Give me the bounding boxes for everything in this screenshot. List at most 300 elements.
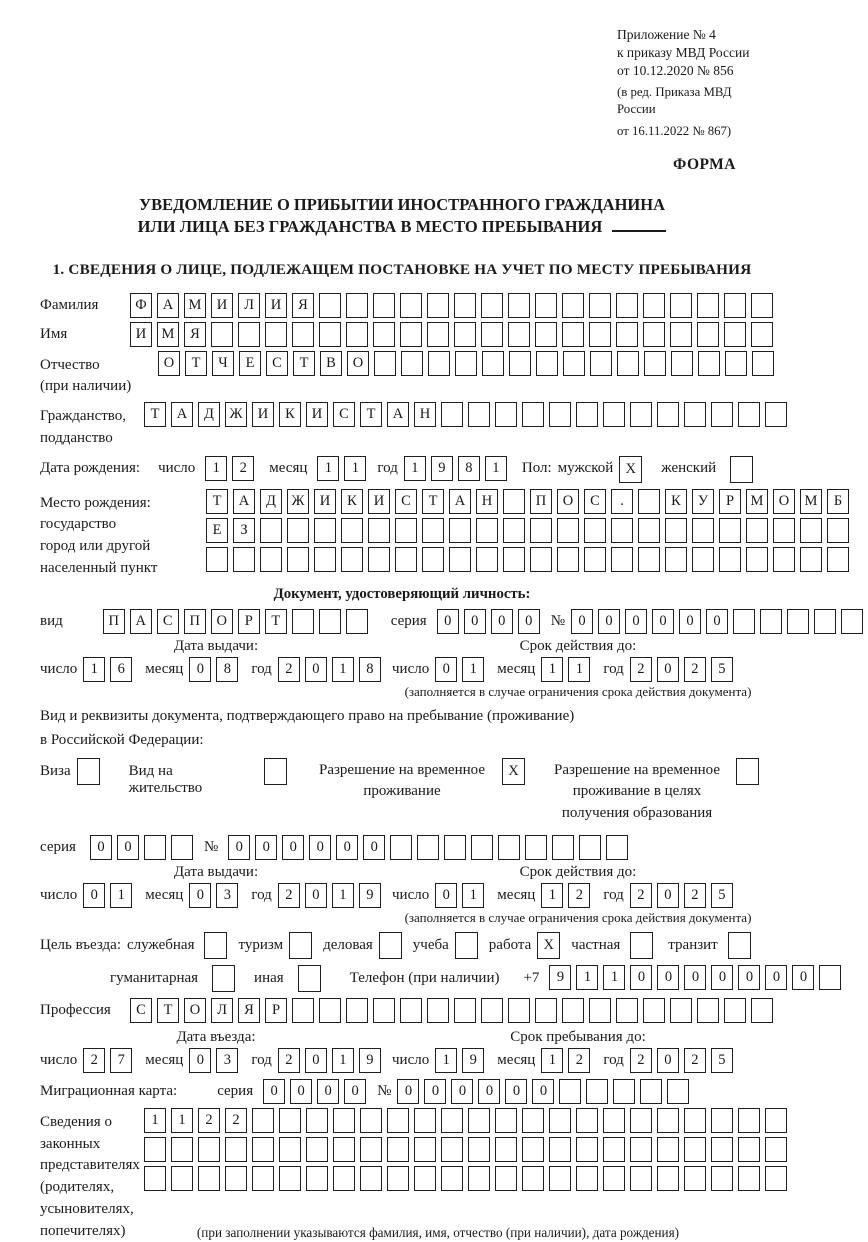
form-cell[interactable]: 1 — [332, 657, 354, 682]
form-cell[interactable] — [481, 322, 503, 347]
form-cell[interactable] — [562, 293, 584, 318]
form-cell[interactable] — [586, 1079, 608, 1104]
form-cell[interactable]: 0 — [598, 609, 620, 634]
form-cell[interactable] — [449, 518, 471, 543]
form-cell[interactable] — [144, 1166, 166, 1191]
doc-number-input[interactable] — [571, 609, 868, 634]
form-cell[interactable] — [252, 1108, 274, 1133]
form-cell[interactable]: 0 — [83, 883, 105, 908]
form-cell[interactable]: М — [800, 489, 822, 514]
form-cell[interactable]: 2 — [684, 1048, 706, 1073]
form-cell[interactable]: 1 — [462, 883, 484, 908]
form-cell[interactable] — [333, 1166, 355, 1191]
form-cell[interactable]: Ж — [225, 402, 247, 427]
form-cell[interactable] — [643, 293, 665, 318]
form-cell[interactable]: 0 — [344, 1079, 366, 1104]
form-cell[interactable] — [611, 518, 633, 543]
form-cell[interactable] — [751, 322, 773, 347]
form-cell[interactable] — [719, 547, 741, 572]
form-cell[interactable] — [787, 609, 809, 634]
form-cell[interactable] — [333, 1108, 355, 1133]
form-cell[interactable] — [584, 518, 606, 543]
purpose-work-checkbox[interactable] — [537, 932, 565, 959]
form-cell[interactable] — [616, 998, 638, 1023]
form-cell[interactable] — [292, 609, 314, 634]
form-cell[interactable]: 1 — [462, 657, 484, 682]
form-cell[interactable] — [643, 322, 665, 347]
form-cell[interactable] — [171, 1137, 193, 1162]
form-cell[interactable] — [733, 609, 755, 634]
form-cell[interactable]: 0 — [290, 1079, 312, 1104]
form-cell[interactable]: И — [314, 489, 336, 514]
form-cell[interactable] — [417, 835, 439, 860]
form-cell[interactable] — [738, 1137, 760, 1162]
form-cell[interactable] — [400, 322, 422, 347]
form-cell[interactable] — [638, 518, 660, 543]
form-cell[interactable]: О — [557, 489, 579, 514]
form-cell[interactable]: 1 — [171, 1108, 193, 1133]
purpose-official-checkbox[interactable] — [204, 932, 232, 959]
form-cell[interactable]: 0 — [792, 965, 814, 990]
form-cell[interactable] — [711, 402, 733, 427]
form-cell[interactable]: Е — [239, 351, 261, 376]
form-cell[interactable]: 3 — [216, 1048, 238, 1073]
form-cell[interactable]: 8 — [458, 456, 480, 481]
form-cell[interactable] — [665, 547, 687, 572]
form-cell[interactable]: 0 — [309, 835, 331, 860]
form-cell[interactable]: 0 — [657, 965, 679, 990]
form-cell[interactable] — [414, 1166, 436, 1191]
form-cell[interactable] — [746, 547, 768, 572]
form-cell[interactable] — [481, 998, 503, 1023]
form-cell[interactable]: 0 — [652, 609, 674, 634]
form-cell[interactable] — [333, 1137, 355, 1162]
form-cell[interactable] — [630, 932, 653, 959]
form-cell[interactable] — [535, 293, 557, 318]
form-cell[interactable] — [557, 518, 579, 543]
form-cell[interactable]: Ф — [130, 293, 152, 318]
form-cell[interactable] — [264, 758, 287, 785]
form-cell[interactable] — [509, 351, 531, 376]
form-cell[interactable] — [841, 609, 863, 634]
form-cell[interactable] — [530, 547, 552, 572]
form-cell[interactable] — [752, 351, 774, 376]
form-cell[interactable]: 0 — [255, 835, 277, 860]
birth-day-input[interactable] — [205, 456, 259, 481]
form-cell[interactable] — [319, 998, 341, 1023]
form-cell[interactable] — [441, 1108, 463, 1133]
form-cell[interactable]: 0 — [478, 1079, 500, 1104]
form-cell[interactable]: 0 — [657, 1048, 679, 1073]
expiry-year-input[interactable] — [630, 657, 738, 682]
form-cell[interactable] — [306, 1137, 328, 1162]
form-cell[interactable] — [508, 998, 530, 1023]
form-cell[interactable] — [379, 932, 402, 959]
form-cell[interactable] — [346, 609, 368, 634]
form-cell[interactable] — [613, 1079, 635, 1104]
form-cell[interactable]: О — [773, 489, 795, 514]
form-cell[interactable]: 1 — [83, 657, 105, 682]
form-cell[interactable] — [530, 518, 552, 543]
form-cell[interactable]: 1 — [541, 657, 563, 682]
form-cell[interactable] — [346, 998, 368, 1023]
residence-series-input[interactable] — [90, 835, 198, 860]
form-cell[interactable] — [657, 402, 679, 427]
form-cell[interactable]: А — [171, 402, 193, 427]
form-cell[interactable]: С — [395, 489, 417, 514]
form-cell[interactable]: 0 — [189, 657, 211, 682]
form-cell[interactable] — [422, 547, 444, 572]
form-cell[interactable]: К — [665, 489, 687, 514]
form-cell[interactable]: 0 — [363, 835, 385, 860]
form-cell[interactable]: 0 — [679, 609, 701, 634]
given-name-input[interactable] — [130, 322, 778, 347]
form-cell[interactable] — [671, 351, 693, 376]
form-cell[interactable] — [697, 322, 719, 347]
form-cell[interactable]: С — [266, 351, 288, 376]
form-cell[interactable] — [314, 547, 336, 572]
form-cell[interactable] — [711, 1108, 733, 1133]
form-cell[interactable] — [401, 351, 423, 376]
form-cell[interactable] — [368, 547, 390, 572]
form-cell[interactable] — [292, 322, 314, 347]
form-cell[interactable] — [306, 1108, 328, 1133]
form-cell[interactable] — [198, 1137, 220, 1162]
form-cell[interactable] — [495, 1166, 517, 1191]
profession-input[interactable] — [130, 998, 778, 1023]
form-cell[interactable] — [414, 1108, 436, 1133]
form-cell[interactable] — [589, 998, 611, 1023]
form-cell[interactable]: 2 — [684, 883, 706, 908]
form-cell[interactable] — [373, 322, 395, 347]
form-cell[interactable] — [468, 1108, 490, 1133]
form-cell[interactable] — [279, 1108, 301, 1133]
form-cell[interactable] — [773, 518, 795, 543]
form-cell[interactable] — [638, 547, 660, 572]
form-cell[interactable] — [279, 1137, 301, 1162]
form-cell[interactable] — [657, 1137, 679, 1162]
form-cell[interactable] — [616, 293, 638, 318]
form-cell[interactable]: 9 — [359, 883, 381, 908]
form-cell[interactable]: А — [233, 489, 255, 514]
form-cell[interactable] — [298, 965, 321, 992]
issue-month-input[interactable] — [189, 657, 243, 682]
form-cell[interactable]: 1 — [332, 883, 354, 908]
form-cell[interactable] — [252, 1166, 274, 1191]
form-cell[interactable] — [603, 402, 625, 427]
form-cell[interactable]: 9 — [549, 965, 571, 990]
form-cell[interactable] — [503, 518, 525, 543]
form-cell[interactable] — [765, 1108, 787, 1133]
representatives-line-3[interactable] — [144, 1166, 792, 1191]
form-cell[interactable] — [616, 322, 638, 347]
purpose-private-checkbox[interactable] — [630, 932, 658, 959]
form-cell[interactable] — [444, 835, 466, 860]
form-cell[interactable] — [719, 518, 741, 543]
form-cell[interactable] — [724, 322, 746, 347]
purpose-tourism-checkbox[interactable] — [289, 932, 317, 959]
form-cell[interactable]: Р — [238, 609, 260, 634]
form-cell[interactable] — [449, 547, 471, 572]
representatives-line-2[interactable] — [144, 1137, 792, 1162]
form-cell[interactable] — [476, 547, 498, 572]
form-cell[interactable] — [373, 293, 395, 318]
form-cell[interactable] — [395, 518, 417, 543]
form-cell[interactable] — [563, 351, 585, 376]
form-cell[interactable] — [471, 835, 493, 860]
form-cell[interactable] — [171, 1166, 193, 1191]
residence-issue-year-input[interactable] — [278, 883, 386, 908]
form-cell[interactable]: И — [130, 322, 152, 347]
form-cell[interactable] — [760, 609, 782, 634]
form-cell[interactable] — [233, 547, 255, 572]
birth-month-input[interactable] — [317, 456, 371, 481]
form-cell[interactable] — [751, 293, 773, 318]
form-cell[interactable]: . — [611, 489, 633, 514]
form-cell[interactable]: Ч — [212, 351, 234, 376]
temporary-residence-checkbox[interactable] — [502, 758, 530, 785]
form-cell[interactable] — [711, 1166, 733, 1191]
form-cell[interactable]: 2 — [630, 657, 652, 682]
form-cell[interactable] — [630, 1166, 652, 1191]
entry-day-input[interactable] — [83, 1048, 137, 1073]
form-cell[interactable]: Р — [719, 489, 741, 514]
form-cell[interactable]: Т — [360, 402, 382, 427]
form-cell[interactable] — [374, 351, 396, 376]
form-cell[interactable] — [684, 1166, 706, 1191]
form-cell[interactable] — [455, 932, 478, 959]
form-cell[interactable]: И — [306, 402, 328, 427]
form-cell[interactable] — [427, 322, 449, 347]
form-cell[interactable] — [697, 293, 719, 318]
form-cell[interactable] — [724, 293, 746, 318]
form-cell[interactable]: 1 — [144, 1108, 166, 1133]
temporary-residence-education-checkbox[interactable] — [736, 758, 764, 785]
form-cell[interactable] — [559, 1079, 581, 1104]
form-cell[interactable] — [414, 1137, 436, 1162]
form-cell[interactable]: 0 — [189, 1048, 211, 1073]
form-cell[interactable]: 1 — [541, 1048, 563, 1073]
form-cell[interactable] — [535, 998, 557, 1023]
form-cell[interactable]: И — [252, 402, 274, 427]
form-cell[interactable] — [698, 351, 720, 376]
form-cell[interactable]: Я — [238, 998, 260, 1023]
form-cell[interactable]: 0 — [491, 609, 513, 634]
form-cell[interactable] — [427, 998, 449, 1023]
form-cell[interactable]: 2 — [630, 883, 652, 908]
form-cell[interactable]: 0 — [505, 1079, 527, 1104]
form-cell[interactable] — [562, 322, 584, 347]
form-cell[interactable] — [765, 1166, 787, 1191]
form-cell[interactable] — [368, 518, 390, 543]
form-cell[interactable]: 0 — [630, 965, 652, 990]
form-cell[interactable] — [341, 547, 363, 572]
form-cell[interactable]: Т — [265, 609, 287, 634]
form-cell[interactable]: А — [130, 609, 152, 634]
form-cell[interactable]: 9 — [431, 456, 453, 481]
form-cell[interactable] — [603, 1166, 625, 1191]
form-cell[interactable]: С — [584, 489, 606, 514]
form-cell[interactable]: X — [537, 932, 560, 959]
form-cell[interactable] — [287, 518, 309, 543]
form-cell[interactable] — [482, 351, 504, 376]
form-cell[interactable] — [814, 609, 836, 634]
form-cell[interactable]: П — [184, 609, 206, 634]
form-cell[interactable]: 0 — [532, 1079, 554, 1104]
option-temporary-residence-education[interactable]: Разрешение на временное проживание в целях получения образования — [548, 758, 764, 825]
form-cell[interactable]: О — [184, 998, 206, 1023]
form-cell[interactable] — [644, 351, 666, 376]
form-cell[interactable]: 0 — [90, 835, 112, 860]
form-cell[interactable] — [536, 351, 558, 376]
form-cell[interactable] — [800, 518, 822, 543]
form-cell[interactable]: С — [157, 609, 179, 634]
form-cell[interactable] — [225, 1137, 247, 1162]
form-cell[interactable]: П — [103, 609, 125, 634]
form-cell[interactable] — [724, 998, 746, 1023]
form-cell[interactable]: 0 — [464, 609, 486, 634]
form-cell[interactable]: Т — [422, 489, 444, 514]
form-cell[interactable] — [576, 402, 598, 427]
form-cell[interactable] — [346, 322, 368, 347]
form-cell[interactable] — [579, 835, 601, 860]
form-cell[interactable] — [738, 1108, 760, 1133]
form-cell[interactable] — [144, 1137, 166, 1162]
form-cell[interactable] — [495, 1108, 517, 1133]
residence-number-input[interactable] — [228, 835, 633, 860]
form-cell[interactable] — [692, 547, 714, 572]
purpose-other-checkbox[interactable] — [298, 965, 326, 992]
form-cell[interactable]: 0 — [657, 883, 679, 908]
form-cell[interactable] — [684, 1108, 706, 1133]
form-cell[interactable] — [630, 1137, 652, 1162]
residence-expiry-year-input[interactable] — [630, 883, 738, 908]
form-cell[interactable] — [481, 293, 503, 318]
form-cell[interactable]: Д — [198, 402, 220, 427]
form-cell[interactable] — [643, 998, 665, 1023]
purpose-humanitarian-checkbox[interactable] — [212, 965, 240, 992]
form-cell[interactable]: 9 — [359, 1048, 381, 1073]
form-cell[interactable]: О — [158, 351, 180, 376]
residence-expiry-month-input[interactable] — [541, 883, 595, 908]
form-cell[interactable]: О — [347, 351, 369, 376]
form-cell[interactable]: 0 — [305, 1048, 327, 1073]
form-cell[interactable]: 1 — [603, 965, 625, 990]
form-cell[interactable]: 1 — [110, 883, 132, 908]
form-cell[interactable]: 1 — [404, 456, 426, 481]
migration-series-input[interactable] — [263, 1079, 371, 1104]
form-cell[interactable] — [522, 1108, 544, 1133]
form-cell[interactable] — [495, 1137, 517, 1162]
birth-year-input[interactable] — [404, 456, 512, 481]
stay-year-input[interactable] — [630, 1048, 738, 1073]
form-cell[interactable]: 8 — [216, 657, 238, 682]
form-cell[interactable] — [341, 518, 363, 543]
form-cell[interactable] — [697, 998, 719, 1023]
form-cell[interactable]: 0 — [397, 1079, 419, 1104]
form-cell[interactable]: И — [211, 293, 233, 318]
form-cell[interactable] — [711, 1137, 733, 1162]
form-cell[interactable] — [360, 1108, 382, 1133]
surname-input[interactable] — [130, 293, 778, 318]
form-cell[interactable]: Ж — [287, 489, 309, 514]
form-cell[interactable]: 5 — [711, 657, 733, 682]
visa-checkbox[interactable] — [77, 758, 105, 785]
birth-place-line-3[interactable] — [206, 547, 854, 572]
form-cell[interactable] — [549, 1137, 571, 1162]
form-cell[interactable] — [746, 518, 768, 543]
form-cell[interactable] — [557, 547, 579, 572]
form-cell[interactable] — [684, 1137, 706, 1162]
form-cell[interactable] — [603, 1108, 625, 1133]
form-cell[interactable] — [773, 547, 795, 572]
form-cell[interactable] — [204, 932, 227, 959]
form-cell[interactable]: 2 — [278, 1048, 300, 1073]
form-cell[interactable] — [562, 998, 584, 1023]
form-cell[interactable] — [590, 351, 612, 376]
form-cell[interactable]: Н — [414, 402, 436, 427]
form-cell[interactable]: 8 — [359, 657, 381, 682]
form-cell[interactable]: И — [368, 489, 390, 514]
form-cell[interactable] — [455, 351, 477, 376]
form-cell[interactable] — [306, 1166, 328, 1191]
form-cell[interactable]: К — [279, 402, 301, 427]
form-cell[interactable] — [211, 322, 233, 347]
form-cell[interactable]: 5 — [711, 883, 733, 908]
form-cell[interactable] — [400, 998, 422, 1023]
form-cell[interactable] — [667, 1079, 689, 1104]
form-cell[interactable] — [314, 518, 336, 543]
entry-year-input[interactable] — [278, 1048, 386, 1073]
form-cell[interactable] — [522, 402, 544, 427]
form-cell[interactable]: А — [387, 402, 409, 427]
form-cell[interactable] — [765, 402, 787, 427]
form-cell[interactable]: 0 — [571, 609, 593, 634]
representatives-line-1[interactable] — [144, 1108, 792, 1133]
form-cell[interactable] — [549, 402, 571, 427]
form-cell[interactable]: О — [211, 609, 233, 634]
form-cell[interactable] — [827, 547, 849, 572]
form-cell[interactable] — [535, 322, 557, 347]
form-cell[interactable] — [441, 1166, 463, 1191]
form-cell[interactable] — [576, 1108, 598, 1133]
issue-year-input[interactable] — [278, 657, 386, 682]
form-cell[interactable]: 0 — [765, 965, 787, 990]
form-cell[interactable] — [549, 1108, 571, 1133]
form-cell[interactable] — [606, 835, 628, 860]
form-cell[interactable]: 0 — [424, 1079, 446, 1104]
form-cell[interactable]: И — [265, 293, 287, 318]
form-cell[interactable] — [670, 998, 692, 1023]
form-cell[interactable]: А — [449, 489, 471, 514]
form-cell[interactable]: Р — [265, 998, 287, 1023]
form-cell[interactable] — [638, 489, 660, 514]
form-cell[interactable]: 0 — [189, 883, 211, 908]
form-cell[interactable] — [552, 835, 574, 860]
expiry-day-input[interactable] — [435, 657, 489, 682]
form-cell[interactable] — [319, 322, 341, 347]
form-cell[interactable]: 5 — [711, 1048, 733, 1073]
form-cell[interactable] — [441, 402, 463, 427]
form-cell[interactable] — [360, 1137, 382, 1162]
form-cell[interactable] — [819, 965, 841, 990]
form-cell[interactable] — [206, 547, 228, 572]
stay-month-input[interactable] — [541, 1048, 595, 1073]
form-cell[interactable] — [454, 998, 476, 1023]
form-cell[interactable]: Н — [476, 489, 498, 514]
form-cell[interactable] — [603, 1137, 625, 1162]
form-cell[interactable]: 1 — [205, 456, 227, 481]
